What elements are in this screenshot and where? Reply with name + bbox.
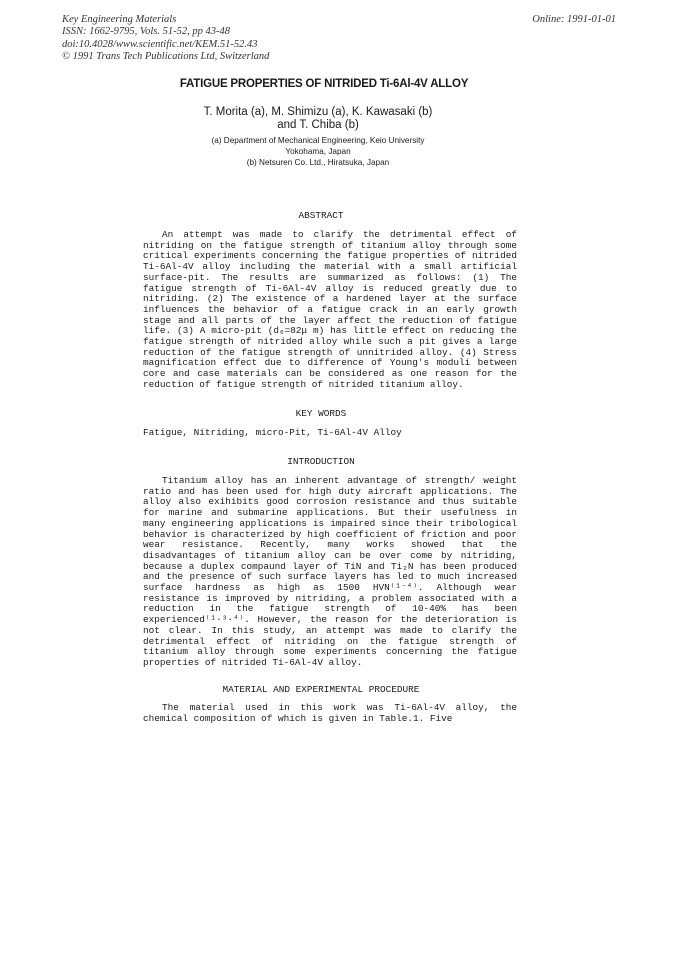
introduction-heading: INTRODUCTION [287, 456, 355, 467]
affiliation-a-city: Yokohama, Japan [285, 147, 351, 156]
author-list [0, 106, 636, 132]
publication-metadata [62, 14, 269, 64]
online-date: Online: 1991-01-01 [532, 14, 616, 25]
keywords-heading: KEY WORDS [295, 408, 347, 419]
affiliation-b: (b) Netsuren Co. Ltd., Hiratsuka, Japan [246, 158, 390, 167]
abstract-section [143, 230, 517, 391]
keywords-text: Fatigue, Nitriding, micro-Pit, Ti-6Al-4V Alloy [143, 427, 402, 438]
authors-line-2: and T. Chiba (b) [277, 119, 359, 131]
introduction-body: Titanium alloy has an inherent advantage of strength/ weight ratio and has been used for high duty aircraft applications. The alloy also exihibits good corrosion resistance and thus suitable for marine and submarine applications. But their usefulness in many engineering applications is impaired since their tribological behavior is characterized by high coefficient of friction and poor wear resistance. Recently, many works showed that the disadvantages of titanium alloy can be over come by nitriding, because a duplex compaund layer of TiN and Ti₂N has been produced and the presence of such surface layers has led to much increased surface hardness as high as 1500 HVN⁽¹⁻⁴⁾. Although wear resistance is improved by nitriding, a problem associated with a reduction in the fatigue strength of 10-40% has been experienced⁽¹·³·⁴⁾. However, the reason for the deterioration is not clear. In this study, an attempt was made to clarify the detrimental effect of nitriding on the fatigue strength of titanium alloy through some experiments concerning the fatigue properties of nitrided Ti-6Al-4V alloy. [143, 475, 517, 668]
introduction-section [143, 476, 517, 669]
copyright-line: © 1991 Trans Tech Publications Ltd, Switzerland [62, 51, 270, 63]
journal-name: Key Engineering Materials [62, 14, 177, 25]
material-section [143, 703, 517, 724]
material-body: The material used in this work was Ti-6Al-4V alloy, the chemical composition of which is given in Table.1. Five [143, 702, 517, 724]
abstract-heading: ABSTRACT [298, 210, 344, 221]
authors-line-1: T. Morita (a), M. Shimizu (a), K. Kawasaki (b) [203, 106, 433, 118]
affiliations [0, 135, 636, 168]
affiliation-a: (a) Department of Mechanical Engineering, Keio University [211, 136, 425, 145]
issn-line: ISSN: 1662-9795, Vols. 51-52, pp 43-48 [62, 26, 230, 38]
abstract-body: An attempt was made to clarify the detrimental effect of nitriding on the fatigue strength of titanium alloy through some critical experiments concerning the fatigue properties of nitrided Ti-6Al-4V alloy including the material with a small artificial surface-pit. The results are summarized as follows: (1) The fatigue strength of Ti-6Al-4V alloy is reduced greatly due to nitriding. (2) The existence of a hardened layer at the surface influences the behavior of a fatigue crack in an early growth stage and all parts of the layer affect the reduction of fatigue life. (3) A micro-pit (d₀=82μ m) has little effect on reducing the fatigue strength of nitrided alloy while such a pit gives a large reduction of the fatigue strength of unnitrided alloy. (4) Stress magnification effect due to difference of Young's moduli between core and case materials can be considered as one reason for the reduction of fatigue strength of nitrided titanium alloy. [143, 229, 517, 390]
paper-title: FATIGUE PROPERTIES OF NITRIDED Ti-6Al-4V ALLOY [179, 78, 469, 90]
keywords-section [143, 428, 517, 439]
material-heading: MATERIAL AND EXPERIMENTAL PROCEDURE [222, 684, 420, 695]
doi-line: doi:10.4028/www.scientific.net/KEM.51-52.43 [62, 38, 258, 50]
